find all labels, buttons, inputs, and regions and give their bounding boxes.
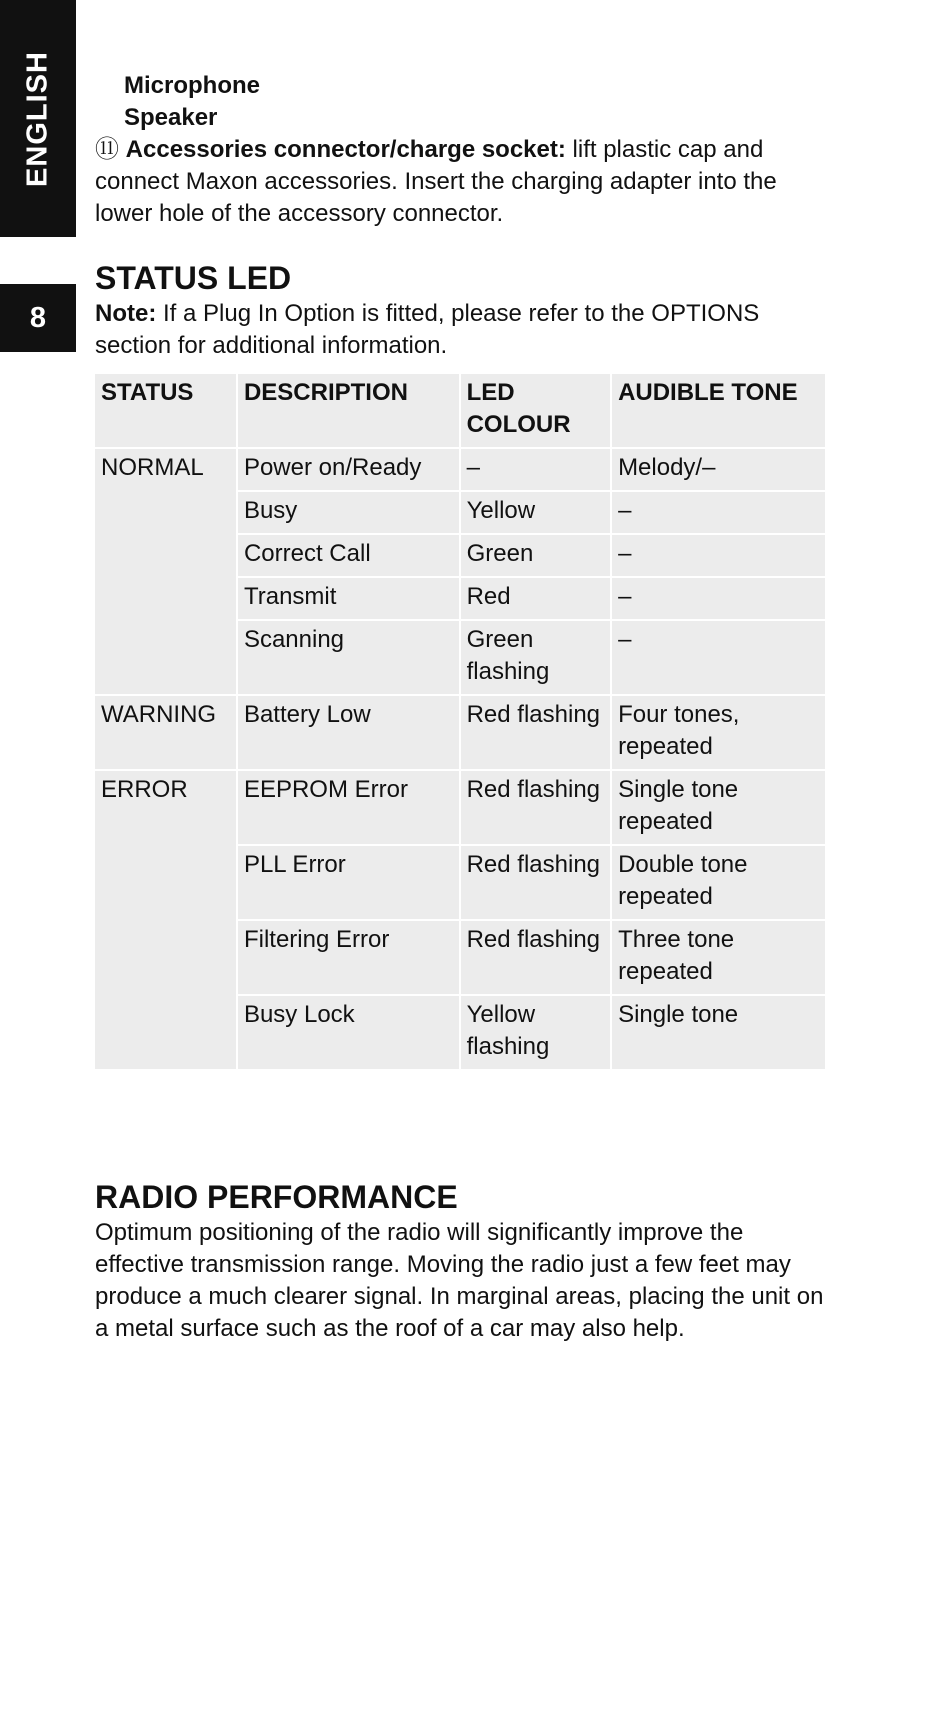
led-colour-cell: Red <box>460 577 611 620</box>
status-cell: NORMAL <box>95 448 237 695</box>
description-cell: Battery Low <box>237 695 460 770</box>
accessories-description <box>95 134 835 230</box>
description-cell: Busy <box>237 491 460 534</box>
status-table-body <box>95 448 825 1069</box>
radio-performance-text: Optimum positioning of the radio will significantly improve the effective transmission range. Moving the radio just a few feet may produce a much clearer signal. In marginal areas, placing the unit on a metal surface such as the roof of a car may also help. <box>95 1219 824 1342</box>
speaker-label: Speaker <box>124 104 218 131</box>
microphone-label: Microphone <box>124 72 260 99</box>
audible-tone-cell: – <box>611 577 825 620</box>
led-colour-cell: Red flashing <box>460 920 611 995</box>
led-colour-cell: Yellow <box>460 491 611 534</box>
note-label: Note: <box>95 300 157 327</box>
led-colour-cell: Red flashing <box>460 845 611 920</box>
column-header-description: DESCRIPTION <box>237 374 460 448</box>
status-led-table <box>95 374 825 1069</box>
audible-tone-cell: Single tone repeated <box>611 770 825 845</box>
audible-tone-cell: Three tone repeated <box>611 920 825 995</box>
description-cell: Filtering Error <box>237 920 460 995</box>
description-cell: EEPROM Error <box>237 770 460 845</box>
description-cell: Scanning <box>237 620 460 695</box>
table-row <box>95 695 825 770</box>
column-header-led-colour: LED COLOUR <box>460 374 611 448</box>
audible-tone-cell: Double tone repeated <box>611 845 825 920</box>
led-colour-cell: – <box>460 448 611 491</box>
led-colour-cell: Red flashing <box>460 695 611 770</box>
column-header-audible-tone: AUDIBLE TONE <box>611 374 825 448</box>
audible-tone-cell: – <box>611 620 825 695</box>
accessories-number: ⑪ <box>95 136 119 163</box>
table-row <box>95 448 825 491</box>
accessories-label: Accessories connector/charge socket: <box>125 136 566 163</box>
audible-tone-cell: Four tones, repeated <box>611 695 825 770</box>
language-tab-label: ENGLISH <box>21 51 54 187</box>
led-colour-cell: Yellow flashing <box>460 995 611 1069</box>
accessories-text: lift plastic cap and connect Maxon accessories. Insert the charging adapter into the lower hole of the accessory connector. <box>95 136 777 227</box>
audible-tone-cell: – <box>611 491 825 534</box>
audible-tone-cell: – <box>611 534 825 577</box>
language-tab <box>0 0 76 237</box>
page-number-tab <box>0 284 76 352</box>
column-header-status: STATUS <box>101 379 194 406</box>
status-cell: ERROR <box>95 770 237 1069</box>
radio-performance-heading: RADIO PERFORMANCE <box>95 1179 458 1215</box>
status-cell: WARNING <box>95 695 237 770</box>
table-row <box>95 770 825 845</box>
note-text: If a Plug In Option is fitted, please refer to the OPTIONS section for additional information. <box>95 300 760 359</box>
status-led-heading: STATUS LED <box>95 260 292 296</box>
led-colour-cell: Red flashing <box>460 770 611 845</box>
description-cell: Power on/Ready <box>237 448 460 491</box>
description-cell: Busy Lock <box>237 995 460 1069</box>
led-colour-cell: Green flashing <box>460 620 611 695</box>
description-cell: PLL Error <box>237 845 460 920</box>
table-header-row <box>95 374 825 448</box>
description-cell: Correct Call <box>237 534 460 577</box>
page-number: 8 <box>29 301 47 334</box>
audible-tone-cell: Melody/– <box>611 448 825 491</box>
status-note <box>95 298 835 362</box>
page-content <box>95 70 835 1345</box>
audible-tone-cell: Single tone <box>611 995 825 1069</box>
description-cell: Transmit <box>237 577 460 620</box>
led-colour-cell: Green <box>460 534 611 577</box>
